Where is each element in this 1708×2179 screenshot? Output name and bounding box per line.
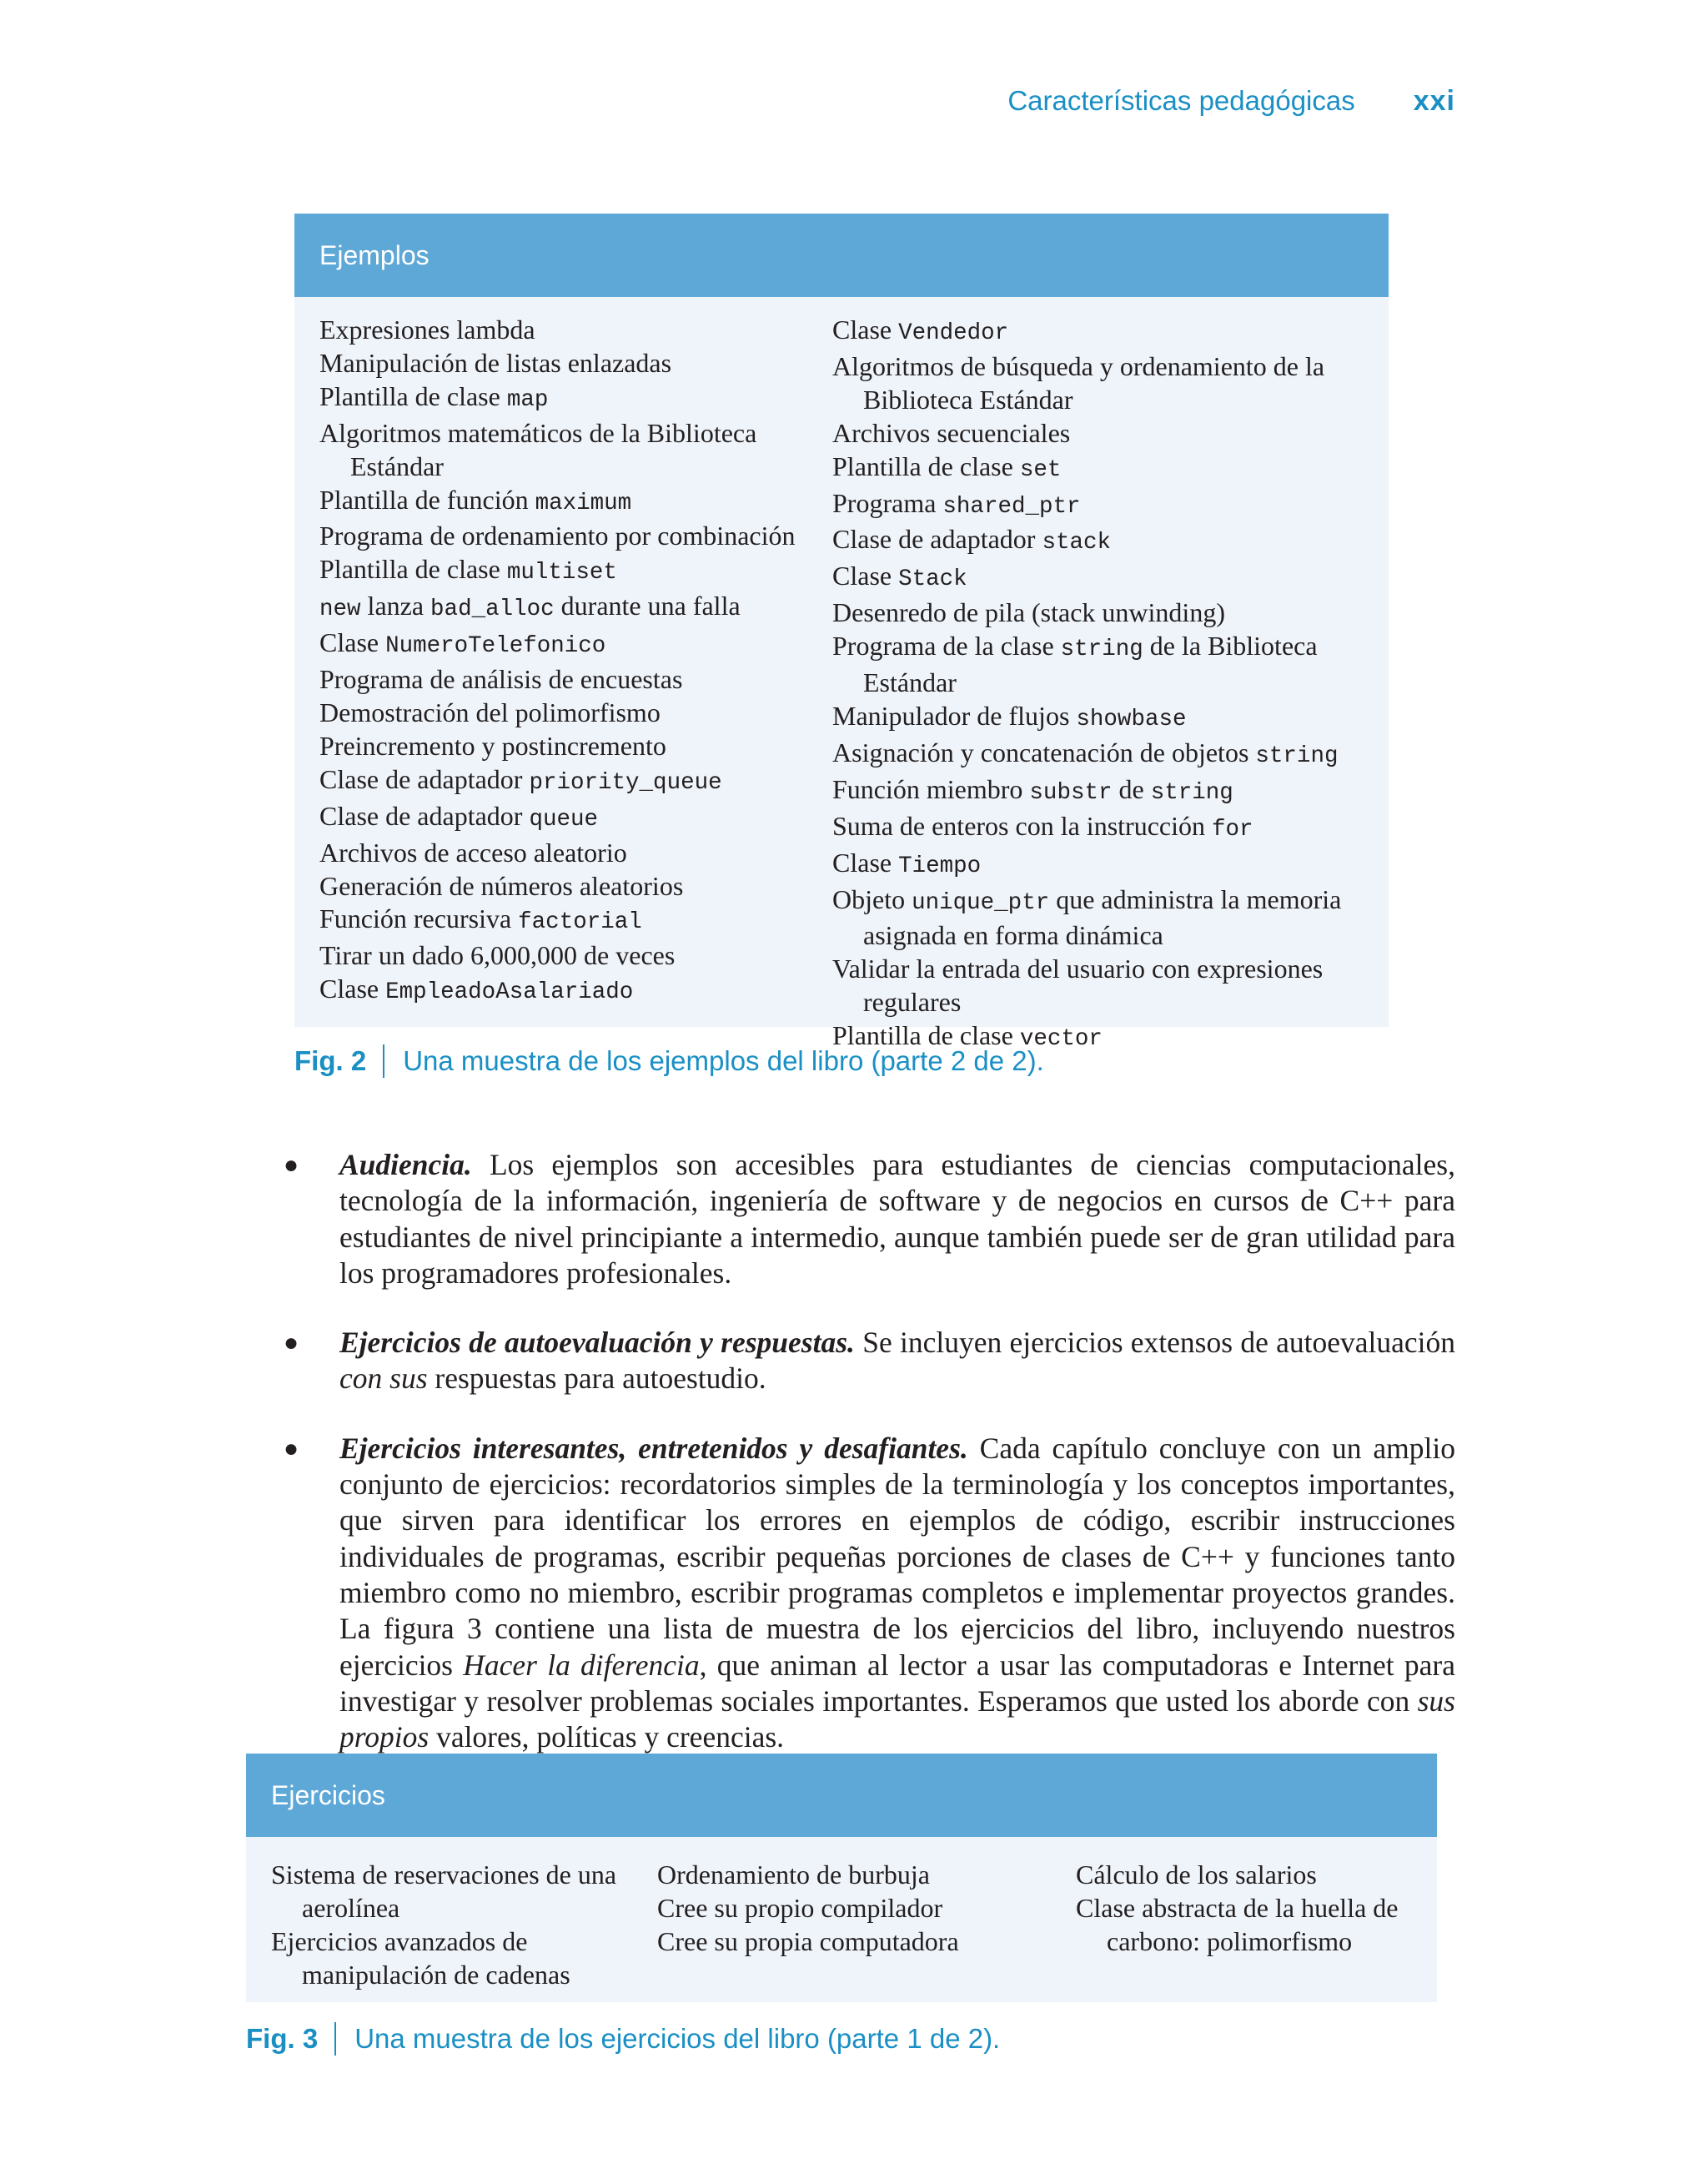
list-item [832,487,1374,524]
text-run: Clase de adaptador [832,524,1042,555]
list-item [319,553,832,590]
text-run: Plantilla de clase [832,1020,1020,1051]
list-item [319,484,832,521]
figure-3-caption-text: Una muestra de los ejercicios del libro (parte 1 de 2). [354,2023,1001,2054]
list-item [319,590,832,627]
list-item [657,1925,1076,1959]
code-text: string [1150,779,1233,806]
examples-table [294,214,1389,1053]
bullet-icon: ● [284,1151,299,1179]
code-text: queue [529,806,599,833]
exercises-table-body [246,1837,1437,2009]
exercises-column-1 [271,1859,657,1992]
list-item [1076,1892,1409,1959]
bullet-text [339,1325,1455,1397]
page-number: xxi [1413,84,1455,117]
text-run: de la Biblioteca Estándar [863,631,1318,698]
code-text: Vendedor [898,320,1009,346]
text-run: Expresiones lambda [319,315,535,345]
text-run: Clase de adaptador [319,800,530,831]
text-run: Cálculo de los salarios [1076,1859,1317,1890]
list-item [657,1859,1076,1892]
list-item [319,417,832,484]
list-item [319,520,832,553]
list-item [319,663,832,697]
bullet-icon: ● [284,1434,299,1462]
text-run: lanza [360,591,431,621]
text-run: Ordenamiento de burbuja [657,1859,930,1890]
text-run: Cree su propia computadora [657,1925,959,1956]
code-text: showbase [1076,706,1187,732]
text-run: durante una falla [554,591,741,621]
code-text: vector [1019,1026,1103,1053]
text-run: Clase abstracta de la huella de carbono: polimorfismo [1076,1892,1399,1956]
text-run: Programa de análisis de encuestas [319,664,683,695]
list-item [319,347,832,380]
list-item [832,314,1374,350]
text-run: Función miembro [832,773,1030,804]
list-item [832,773,1374,810]
figure-2-caption-text: Una muestra de los ejemplos del libro (parte 2 de 2). [403,1045,1044,1076]
list-item [832,953,1374,1019]
text-run: Demostración del polimorfismo [319,697,661,727]
text-run: Clase [832,315,899,345]
figure-3-caption [246,2020,1000,2058]
emphasis: sus propios [339,1683,1455,1754]
code-text: map [506,386,549,413]
figure-2-label: Fig. 2 [294,1045,367,1076]
text-run: Clase [319,974,386,1004]
text-run: Objeto [832,883,912,914]
text-run: Cada capítulo concluye con un amplio conjunto de ejercicios: recordatorios simples de la terminología y los conceptos importantes, que sirven para identificar los errores en ejemplos de código, escribir instrucciones individuales de programas, escribir pequeñas porciones de clases de C++ y funciones tanto miembro como no miembro, escribir programas completos e implementar proyectos grandes. La figura 3 contiene una lista de muestra de los ejercicios del libro, incluyendo nuestros ejercicios [339,1431,1455,1682]
text-run: Manipulador de flujos [832,700,1077,731]
text-run: Desenredo de pila (stack unwinding) [832,597,1225,628]
text-run: Programa de ordenamiento por combinación [319,521,796,551]
text-run: Suma de enteros con la instrucción [832,810,1212,841]
list-item [319,314,832,347]
list-item [832,883,1374,954]
code-text: unique_ptr [912,889,1050,916]
text-run: Programa de la clase [832,631,1061,662]
list-item [319,697,832,730]
figure-3-label: Fig. 3 [246,2023,319,2054]
list-item [1076,1859,1409,1892]
text-run: Función recursiva [319,903,519,934]
text-run: Clase [832,561,899,591]
list-item [319,730,832,763]
list-item [271,1859,657,1925]
code-text: NumeroTelefonico [385,633,606,660]
code-text: substr [1029,779,1113,806]
code-text: shared_ptr [942,493,1081,520]
bullet-icon: ● [284,1329,299,1357]
text-run: Algoritmos de búsqueda y ordenamiento de la Biblioteca Estándar [832,350,1325,415]
text-run: respuestas para autoestudio. [427,1361,766,1396]
text-run: Cree su propio compilador [657,1892,943,1923]
list-item [832,350,1374,417]
examples-table-body [294,297,1389,1073]
text-run: Algoritmos matemáticos de la Biblioteca Estándar [319,417,757,481]
text-run: Se incluyen ejercicios extensos de autoevaluación [854,1326,1455,1360]
list-item [832,737,1374,773]
lead-in: Ejercicios de autoevaluación y respuestas. [339,1326,855,1360]
list-item [319,973,832,1009]
list-item [319,837,832,870]
bullet-exercises [284,1431,1455,1756]
emphasis: con sus [339,1361,428,1396]
caption-divider [383,1044,384,1078]
list-item [832,847,1374,883]
list-item [319,870,832,903]
list-item [832,523,1374,560]
bullet-self-review [284,1325,1455,1397]
text-run: Tirar un dado 6,000,000 de veces [319,940,676,971]
text-run: Archivos de acceso aleatorio [319,837,627,868]
text-run: Preincremento y postincremento [319,730,666,761]
text-run: Clase [319,627,386,658]
exercises-column-2 [657,1859,1076,1992]
code-text: set [1019,456,1062,483]
bullet-text [339,1147,1455,1291]
list-item [319,627,832,663]
code-text: stack [1042,530,1112,556]
code-text: for [1211,816,1253,843]
code-text: multiset [506,560,617,586]
examples-table-header: Ejemplos [294,214,1389,297]
code-text: EmpleadoAsalariado [385,979,634,1006]
exercises-table [246,1754,1437,2002]
list-item [832,700,1374,737]
text-run: , que animan al lector a usar las computadoras e Internet para investigar y resolver problemas sociales importantes. Esperamos que usted los aborde con [339,1648,1455,1718]
text-run: que administra la memoria asignada en forma dinámica [863,883,1342,951]
code-text: Tiempo [898,853,982,879]
list-item [319,800,832,837]
text-run: Manipulación de listas enlazadas [319,347,672,378]
lead-in: Audiencia. [339,1148,472,1181]
emphasis: Hacer la diferencia [463,1648,700,1682]
code-text: bad_alloc [430,596,555,623]
list-item [319,380,832,417]
code-text: string [1255,742,1339,769]
text-run: Clase de adaptador [319,763,530,794]
code-text: priority_queue [529,769,722,796]
code-text: Stack [898,566,967,593]
text-run: de [1112,773,1151,804]
text-run: Sistema de reservaciones de una aerolínea [271,1859,617,1923]
text-run: Plantilla de clase [319,380,507,411]
list-item [319,903,832,939]
text-run: Generación de números aleatorios [319,870,684,901]
text-run: valores, políticas y creencias. [429,1720,785,1754]
caption-divider [334,2022,336,2056]
exercises-column-3 [1076,1859,1409,1992]
code-text: new [319,596,361,623]
text-run: Programa [832,487,943,518]
list-item [319,939,832,973]
list-item [657,1892,1076,1925]
exercises-table-header: Ejercicios [246,1754,1437,1837]
feature-bullet-list [284,1147,1455,1789]
text-run: Clase [832,847,899,878]
text-run: Plantilla de clase [319,554,507,585]
examples-column-2 [832,314,1374,1056]
lead-in: Ejercicios interesantes, entretenidos y desafiantes. [339,1431,968,1465]
bullet-text [339,1431,1455,1756]
list-item [832,560,1374,596]
list-item [271,1925,657,1992]
list-item [832,596,1374,630]
text-run: Los ejemplos son accesibles para estudiantes de ciencias computacionales, tecnología de la información, ingeniería de software y de negocios en cursos de C++ para estudiantes de nivel principiante a intermedio, aunque también puede ser de gran utilidad para los programadores profesionales. [339,1148,1455,1290]
text-run: Plantilla de función [319,484,535,515]
text-run: Ejercicios avanzados de manipulación de cadenas [271,1925,570,1990]
running-head [959,80,1455,122]
list-item [319,763,832,800]
code-text: maximum [535,490,632,516]
text-run: Asignación y concatenación de objetos [832,737,1256,767]
text-run: Validar la entrada del usuario con expresiones regulares [832,954,1324,1018]
examples-column-1 [319,314,832,1056]
text-run: Plantilla de clase [832,450,1020,481]
code-text: factorial [518,909,642,936]
bullet-audience [284,1147,1455,1291]
list-item [832,450,1374,487]
text-run: Archivos secuenciales [832,417,1071,448]
figure-2-caption [294,1042,1044,1080]
code-text: string [1060,637,1143,663]
list-item [832,417,1374,450]
list-item [832,810,1374,847]
list-item [832,630,1374,700]
running-head-title: Características pedagógicas [1007,85,1355,116]
